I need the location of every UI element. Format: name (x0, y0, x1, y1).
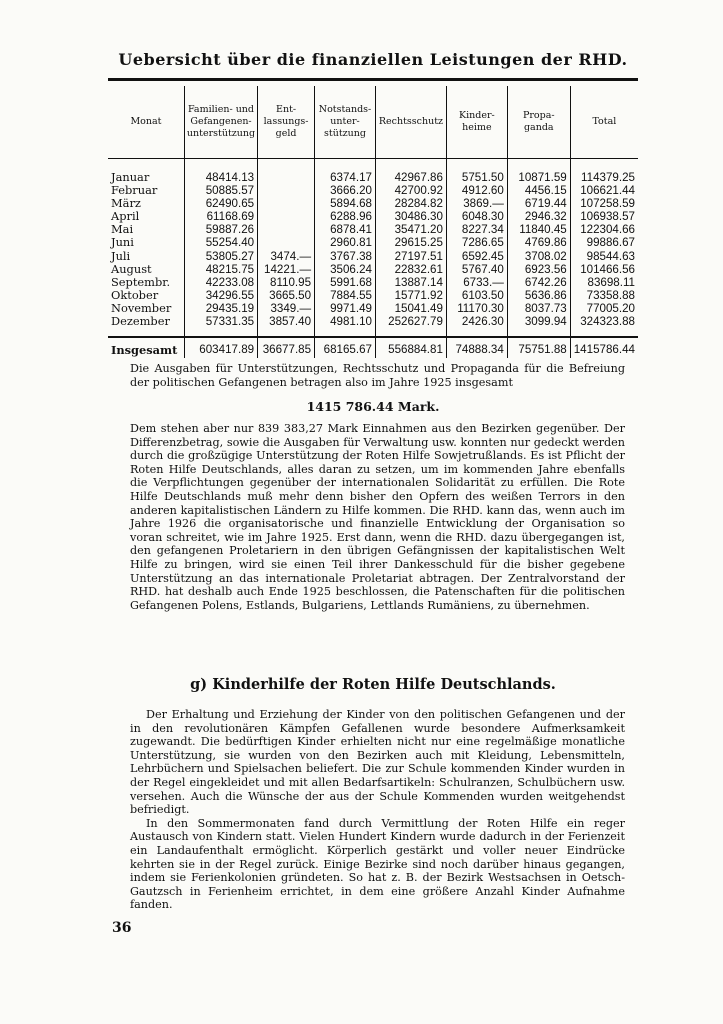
summary-amount: 1415 786.44 Mark. (306, 399, 440, 414)
table-cell: 27197.51 (375, 250, 446, 263)
table-row (108, 263, 638, 276)
table-cell: 22832.61 (375, 263, 446, 276)
table-header-row (108, 86, 638, 159)
table-cell: 13887.14 (375, 276, 446, 289)
table-cell: 3666.20 (315, 184, 376, 197)
table-cell: 3869.— (446, 197, 507, 210)
title-divider (108, 78, 638, 81)
table-cell: 4456.15 (507, 184, 570, 197)
table-row (108, 184, 638, 197)
table-cell: 5636.86 (507, 289, 570, 302)
table-cell: Juni (111, 235, 134, 250)
table-total-cell: 603417.89 (184, 337, 257, 358)
table-cell: 28284.82 (375, 197, 446, 210)
table-cell: Oktober (111, 287, 159, 302)
table-cell (258, 184, 315, 197)
table-cell: 8227.34 (446, 223, 507, 236)
col-header-notstand: Notstands- unter- stützung (315, 86, 376, 159)
table-cell: 73358.88 (570, 289, 638, 302)
table-cell: 7286.65 (446, 236, 507, 249)
col-header-rechtsschutz: Rechtsschutz (375, 86, 446, 159)
paragraph: Der Erhaltung und Erziehung der Kinder von den politischen Gefangenen und der in den revolutionären Kämpfen Gefallenen wurde besondere Aufmerksamkeit zugewandt. Die bedürftigen Kinder erhielten nicht nur eine regelmäßige monatliche Unterstützung, sie wurden von den Bezirken auch mit Kleidung, Lebensmitteln, Lehrbüchern und Spielsachen beliefert. Die zur Schule kommenden Kinder wurden in der Regel eingekleidet und mit allen Bedarfsartikeln: Schulranzen, Schulbüchern usw. versehen. Auch die Wünsche der aus der Schule Kommenden wurden weitgehendst befriedigt. (130, 708, 625, 817)
table-cell: 98544.63 (570, 250, 638, 263)
table-cell: Dezember (111, 314, 170, 329)
table-cell: April (111, 209, 140, 224)
table-cell: 5991.68 (315, 276, 376, 289)
summary-text (130, 362, 625, 389)
table-cell: 59887.26 (184, 223, 257, 236)
table-cell: 83698.11 (570, 276, 638, 289)
table-cell: 3506.24 (315, 263, 376, 276)
table-cell: 6733.— (446, 276, 507, 289)
col-header-monat: Monat (108, 86, 184, 159)
table-row (108, 276, 638, 289)
table-row (108, 210, 638, 223)
table-cell: 3767.38 (315, 250, 376, 263)
table-row (108, 197, 638, 210)
table-cell: 3099.94 (507, 315, 570, 337)
table-total-cell: 36677.85 (258, 337, 315, 358)
table-cell: Februar (111, 183, 158, 198)
table-cell: 3857.40 (258, 315, 315, 337)
table-cell: 4912.60 (446, 184, 507, 197)
table-cell: 107258.59 (570, 197, 638, 210)
table-cell: 101466.56 (570, 263, 638, 276)
col-header-propaganda: Propa- ganda (507, 86, 570, 159)
table-cell: 106938.57 (570, 210, 638, 223)
table-row (108, 250, 638, 263)
table-total-row (108, 337, 638, 358)
table-row (108, 236, 638, 249)
table-cell: Juli (111, 248, 131, 263)
table-cell: 6923.56 (507, 263, 570, 276)
summary-paragraph: Die Ausgaben für Unterstützungen, Rechtsschutz und Propaganda für die Befreiung der politischen Gefangenen betragen also im Jahre 1925 insgesamt (130, 362, 625, 389)
table-cell: 77005.20 (570, 302, 638, 315)
table-cell: 62490.65 (184, 197, 257, 210)
table-cell: 114379.25 (570, 159, 638, 185)
table-cell: 8110.95 (258, 276, 315, 289)
table-total-cell: 68165.67 (315, 337, 376, 358)
table-cell: 2960.81 (315, 236, 376, 249)
table-cell: 252627.79 (375, 315, 446, 337)
table-cell: 2946.32 (507, 210, 570, 223)
table-cell: 11840.45 (507, 223, 570, 236)
table-body (108, 159, 638, 359)
table-cell: 106621.44 (570, 184, 638, 197)
table-cell: 29615.25 (375, 236, 446, 249)
table-cell: 3708.02 (507, 250, 570, 263)
table-cell: 61168.69 (184, 210, 257, 223)
table-cell: Mai (111, 222, 134, 237)
col-header-total: Total (570, 86, 638, 159)
table-cell: 30486.30 (375, 210, 446, 223)
table-row (108, 289, 638, 302)
table-cell: 14221.— (258, 263, 315, 276)
table-total-cell: Insgesamt (108, 337, 184, 358)
table-cell: 8037.73 (507, 302, 570, 315)
table-total-cell: 75751.88 (507, 337, 570, 358)
table-cell: 35471.20 (375, 223, 446, 236)
table-cell: 7884.55 (315, 289, 376, 302)
table-cell: 34296.55 (184, 289, 257, 302)
paragraph: In den Sommermonaten fand durch Vermittlung der Roten Hilfe ein reger Austausch von Kindern statt. Vielen Hundert Kindern wurde dadurch in der Ferienzeit ein Landaufenthalt ermöglicht. Körperlich gestärkt und voller neuer Eindrücke kehrten sie in der Regel zurück. Einige Bezirke sind noch darüber hinaus gegangen, indem sie Ferienkolonien gründeten. So hat z. B. der Bezirk Westsachsen in Oetsch-Gautzsch in Ferienheim errichtet, in dem eine größere Anzahl Kinder Aufnahme fanden. (130, 816, 625, 912)
table-cell: 15771.92 (375, 289, 446, 302)
table-cell (258, 210, 315, 223)
table-cell (258, 197, 315, 210)
table-cell: 29435.19 (184, 302, 257, 315)
table-cell: 10871.59 (507, 159, 570, 185)
col-header-familien: Familien- und Gefangenen- unterstützung (184, 86, 257, 159)
table-cell (258, 159, 315, 185)
table-total-cell: 1415786.44 (570, 337, 638, 358)
col-header-entlassung: Ent- lassungs- geld (258, 86, 315, 159)
table-cell: August (111, 261, 152, 276)
table-cell: 5751.50 (446, 159, 507, 185)
table-cell: 48414.13 (184, 159, 257, 185)
table-cell: 9971.49 (315, 302, 376, 315)
table-cell: 122304.66 (570, 223, 638, 236)
page-title: Uebersicht über die finanziellen Leistungen der RHD. (118, 50, 628, 69)
table-cell: 55254.40 (184, 236, 257, 249)
paragraph: Dem stehen aber nur 839 383,27 Mark Einnahmen aus den Bezirken gegenüber. Der Differenzbetrag, sowie die Ausgaben für Verwaltung usw. konnten nur gedeckt werden durch die großzügige Unterstützung der Roten Hilfe Sowjetrußlands. Es ist Pflicht der Roten Hilfe Deutschlands, alles daran zu setzen, um im kommenden Jahre ebenfalls die Verpflichtungen gegenüber der internationalen Solidarität zu erfüllen. Die Rote Hilfe Deutschlands muß mehr denn bisher den Opfern des weißen Terrors in den anderen kapitalistischen Ländern zu Hilfe kommen. Die RHD. kann das, wenn auch im Jahre 1926 die organisatorische und finanzielle Entwicklung der Organisation so voran schreitet, wie im Jahre 1925. Erst dann, wenn die RHD. dazu übergegangen ist, den gefangenen Proletariern in den übrigen Gefängnissen der kapitalistischen Welt Hilfe zu bringen, wird sie einen Teil ihrer Dankesschuld für die bisher gegebene Unterstützung an das internationale Proletariat abtragen. Der Zentralvorstand der RHD. hat deshalb auch Ende 1925 beschlossen, die Patenschaften für die politischen Gefangenen Polens, Estlands, Bulgariens, Lettlands Rumäniens, zu übernehmen. (130, 422, 625, 612)
table-cell: Januar (111, 170, 150, 184)
table-cell: 6374.17 (315, 159, 376, 185)
table-cell (258, 236, 315, 249)
table-cell: 2426.30 (446, 315, 507, 337)
table-cell: 42233.08 (184, 276, 257, 289)
table-cell: 53805.27 (184, 250, 257, 263)
table-cell: 3665.50 (258, 289, 315, 302)
table-cell (258, 223, 315, 236)
table-total-cell: 74888.34 (446, 337, 507, 358)
table-cell: 42967.86 (375, 159, 446, 185)
table-cell: 5767.40 (446, 263, 507, 276)
table-cell: 11170.30 (446, 302, 507, 315)
table-row (108, 223, 638, 236)
table-row (108, 302, 638, 315)
table-cell: 57331.35 (184, 315, 257, 337)
table-cell: 6103.50 (446, 289, 507, 302)
table-cell: 324323.88 (570, 315, 638, 337)
table-total-cell: 556884.81 (375, 337, 446, 358)
table-cell: 4769.86 (507, 236, 570, 249)
table-cell: 50885.57 (184, 184, 257, 197)
table-cell: 48215.75 (184, 263, 257, 276)
body-text-2 (130, 708, 625, 912)
financial-table (108, 86, 638, 358)
table-cell: 15041.49 (375, 302, 446, 315)
table-cell: 6592.45 (446, 250, 507, 263)
table-cell: 3349.— (258, 302, 315, 315)
table-cell: 99886.67 (570, 236, 638, 249)
table-cell: 6288.96 (315, 210, 376, 223)
table-cell: 6878.41 (315, 223, 376, 236)
table-cell: Septembr. (111, 274, 171, 289)
table-cell: 6719.44 (507, 197, 570, 210)
table-cell: März (111, 196, 141, 211)
table-row (108, 315, 638, 337)
body-text-1 (130, 422, 625, 612)
table-cell: November (111, 300, 172, 315)
table-cell: 6048.30 (446, 210, 507, 223)
table-cell: 42700.92 (375, 184, 446, 197)
table-cell: 3474.— (258, 250, 315, 263)
table-cell: 4981.10 (315, 315, 376, 337)
table-row (108, 159, 638, 185)
section-heading: g) Kinderhilfe der Roten Hilfe Deutschlands. (190, 676, 556, 693)
col-header-kinderheime: Kinder- heime (446, 86, 507, 159)
table-cell: 6742.26 (507, 276, 570, 289)
table-cell: 5894.68 (315, 197, 376, 210)
page-number: 36 (112, 920, 132, 936)
